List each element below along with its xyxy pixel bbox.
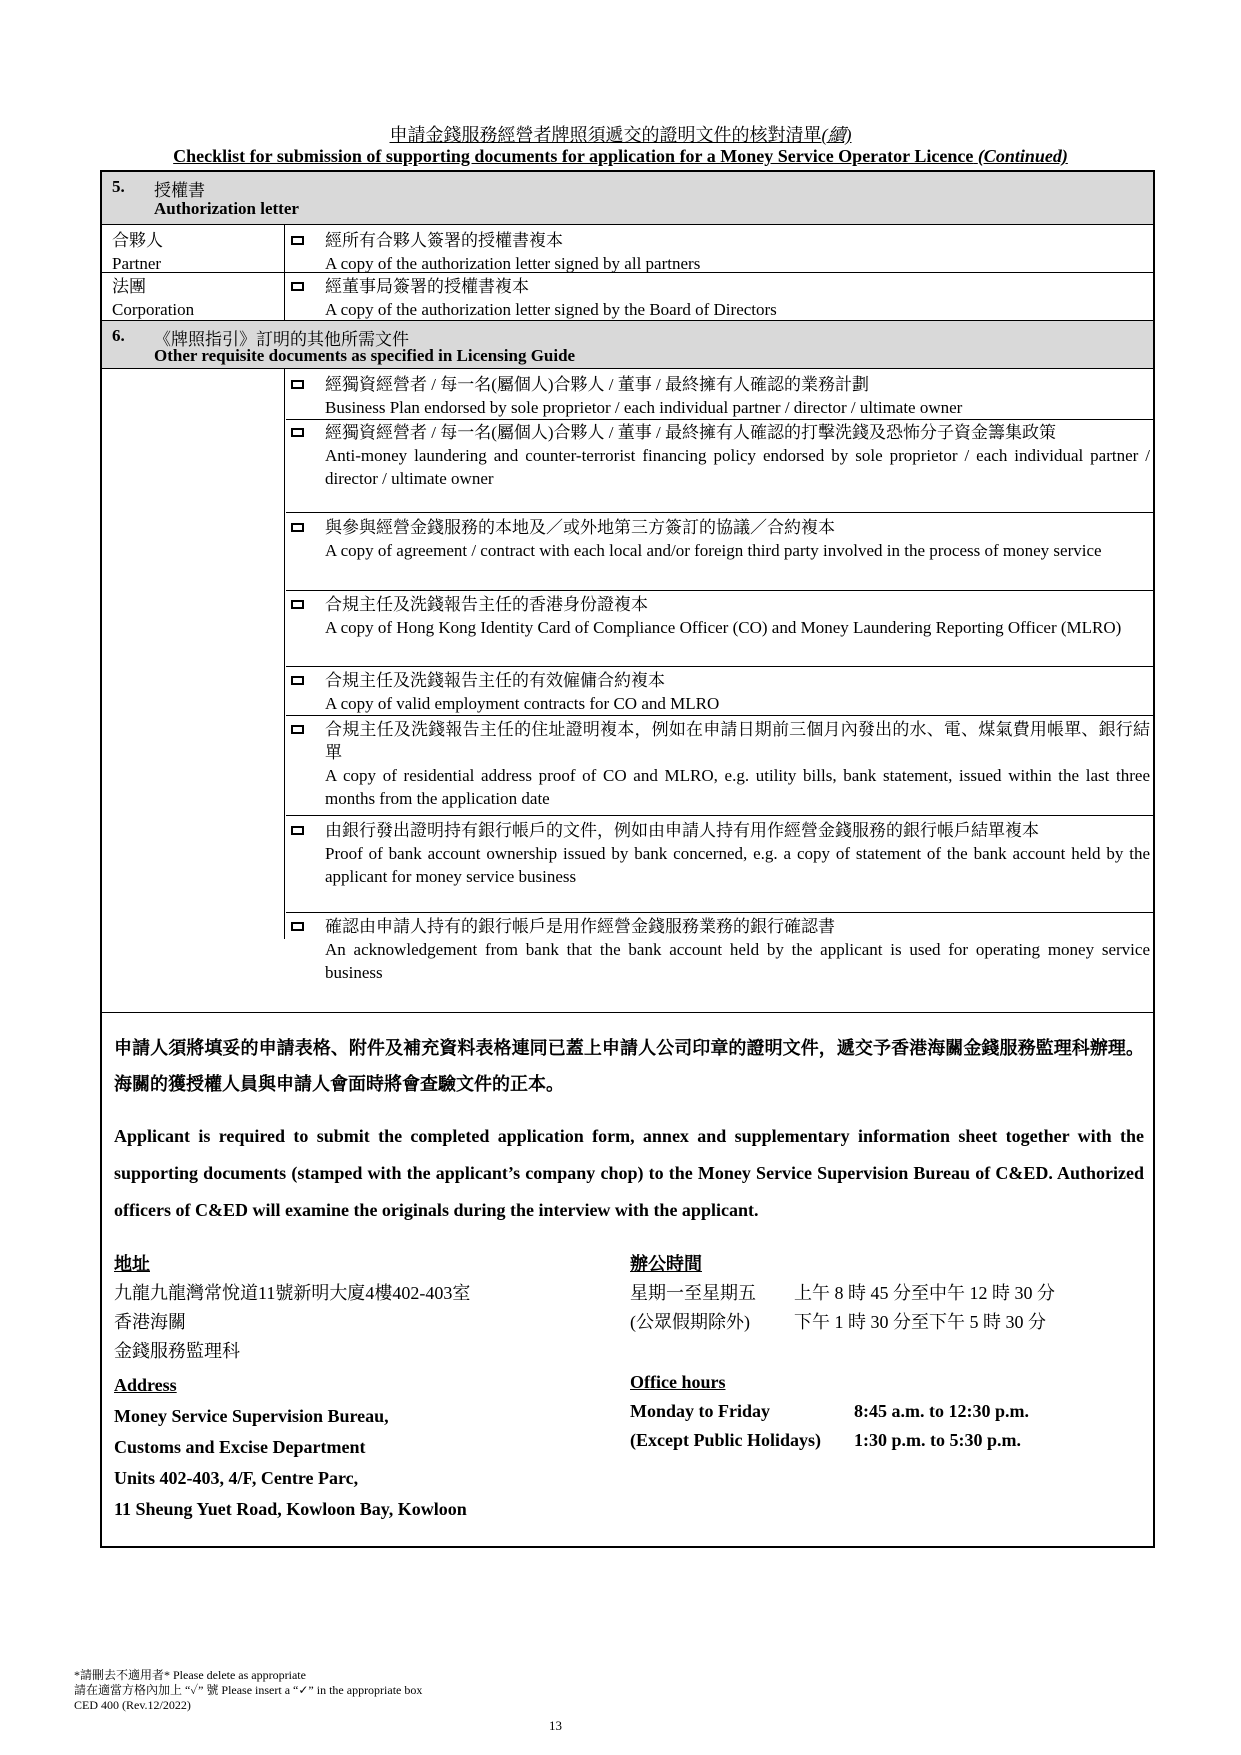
office-hours-time: 下午 1 時 30 分至下午 5 時 30 分: [794, 1312, 1046, 1332]
form-code: CED 400 (Rev.12/2022): [74, 1698, 191, 1712]
address-zh-line: 香港海關: [114, 1312, 186, 1332]
checkbox[interactable]: [291, 523, 304, 532]
address-en-line: Units 402-403, 4/F, Centre Parc,: [114, 1468, 359, 1488]
row-divider: [286, 666, 1153, 667]
address-en-block: [114, 1370, 467, 1525]
office-hours-en-block: [630, 1368, 1130, 1455]
item-text-zh: 經獨資經營者 / 每一名(屬個人)合夥人 / 董事 / 最終擁有人確認的業務計劃: [325, 375, 869, 394]
section-5-header: [102, 172, 1153, 225]
item-text-en: A copy of Hong Kong Identity Card of Compliance Officer (CO) and Money Laundering Reporting Officer (MLRO): [325, 618, 1122, 637]
section-5-title-en: Authorization letter: [154, 199, 299, 218]
checklist-item: [288, 718, 1150, 810]
row-label-partner: [112, 229, 163, 275]
footer-notes: [74, 1668, 422, 1713]
checkbox[interactable]: [291, 676, 304, 685]
footer-delete-note: *請刪去不適用者* Please delete as appropriate: [74, 1668, 306, 1682]
item-text-en: Anti-money laundering and counter-terrorist financing policy endorsed by sole proprietor / each individual partner / director / ultimate owner: [325, 446, 1150, 488]
item-text-zh: 經所有合夥人簽署的授權書複本: [325, 231, 563, 250]
row-divider: [286, 715, 1153, 716]
item-text-en: Proof of bank account ownership issued by bank concerned, e.g. a copy of statement of the bank account held by the applicant for money service business: [325, 844, 1150, 886]
address-en-heading: Address: [114, 1375, 177, 1395]
checkbox[interactable]: [291, 725, 304, 734]
address-en-line: Money Service Supervision Bureau,: [114, 1406, 389, 1426]
section-6-title-zh: 《牌照指引》訂明的其他所需文件: [154, 330, 409, 349]
item-text-zh: 與參與經營金錢服務的本地及／或外地第三方簽訂的協議／合約複本: [325, 518, 835, 537]
item-text-en: Business Plan endorsed by sole proprietor / each individual partner / director / ultimate owner: [325, 398, 963, 417]
section-6-header: [102, 320, 1153, 369]
office-hours-row: [630, 1279, 1130, 1308]
row-label-en: Partner: [112, 254, 162, 273]
item-text-en: A copy of the authorization letter signed by all partners: [325, 254, 701, 273]
address-zh-heading: 地址: [114, 1254, 150, 1274]
address-en-line: Customs and Excise Department: [114, 1437, 366, 1457]
address-zh-line: 金錢服務監理科: [114, 1341, 240, 1361]
office-hours-row: [630, 1426, 1130, 1455]
submission-notice-en: Applicant is required to submit the completed application form, annex and supplementary information sheet together with the supporting documents (stamped with the applicant’s company chop) to the Money Service Supervision Bureau of C&ED. Authorized officers of C&ED will examine the originals during the interview with the applicant.: [114, 1126, 1144, 1220]
checkbox[interactable]: [291, 282, 304, 291]
address-en-line: 11 Sheung Yuet Road, Kowloon Bay, Kowloon: [114, 1499, 467, 1519]
checklist-table: [100, 170, 1155, 1548]
page-number: 13: [549, 1718, 562, 1733]
office-hours-en-heading: Office hours: [630, 1372, 726, 1392]
title-en-text: Checklist for submission of supporting documents for application for a Money Service Operator Licence: [173, 146, 974, 166]
checklist-item: [288, 275, 1150, 321]
checklist-item: [288, 516, 1150, 562]
row-label-corporation: [112, 275, 194, 321]
checklist-item: [288, 593, 1150, 639]
item-text-en: An acknowledgement from bank that the bank account held by the applicant is used for operating money service business: [325, 940, 1150, 982]
submission-notice-zh: 申請人須將填妥的申請表格、附件及補充資料表格連同已蓋上申請人公司印章的證明文件，遞交予香港海關金錢服務監理科辦理。海關的獲授權人員與申請人會面時將會查驗文件的正本。: [114, 1038, 1144, 1094]
page-title-zh: [0, 121, 1241, 147]
title-zh-text: 申請金錢服務經營者牌照須遞交的證明文件的核對清單: [389, 125, 822, 145]
item-text-en: A copy of agreement / contract with each local and/or foreign third party involved in the process of money service: [325, 541, 1102, 560]
row-divider: [286, 815, 1153, 816]
row-label-zh: 法團: [112, 277, 146, 296]
checkbox[interactable]: [291, 428, 304, 437]
checklist-item: [288, 669, 1150, 715]
section-6-title-en: Other requisite documents as specified in Licensing Guide: [154, 346, 576, 365]
item-text-zh: 確認由申請人持有的銀行帳戶是用作經營金錢服務業務的銀行確認書: [325, 917, 835, 936]
checkbox[interactable]: [291, 826, 304, 835]
office-hours-day: 星期一至星期五: [630, 1283, 756, 1303]
item-text-en: A copy of residential address proof of CO and MLRO, e.g. utility bills, bank statement, issued within the last three months from the application date: [325, 766, 1150, 808]
item-text-zh: 合規主任及洗錢報告主任的香港身份證複本: [325, 595, 648, 614]
office-hours-row: [630, 1308, 1130, 1337]
title-en-continued: (Continued): [977, 146, 1068, 166]
checklist-item: [288, 819, 1150, 888]
row-divider: [286, 912, 1153, 913]
address-zh-block: [114, 1250, 470, 1366]
office-hours-time: 上午 8 時 45 分至中午 12 時 30 分: [794, 1283, 1055, 1303]
item-text-zh: 經獨資經營者 / 每一名(屬個人)合夥人 / 董事 / 最終擁有人確認的打擊洗錢及恐怖分子資金籌集政策: [325, 423, 1056, 442]
item-text-zh: 合規主任及洗錢報告主任的有效僱傭合約複本: [325, 671, 665, 690]
row-divider: [286, 419, 1153, 420]
address-zh-line: 九龍九龍灣常悅道11號新明大廈4樓402-403室: [114, 1283, 471, 1303]
office-hours-day: (Except Public Holidays): [630, 1430, 822, 1450]
office-hours-time: 8:45 a.m. to 12:30 p.m.: [854, 1401, 1029, 1421]
item-text-en: A copy of valid employment contracts for CO and MLRO: [325, 694, 720, 713]
section-6-number: 6.: [112, 326, 125, 345]
office-hours-day: Monday to Friday: [630, 1401, 771, 1421]
footer-tick-note: 請在適當方格內加上 “✓” 號 Please insert a “✓” in the appropriate box: [74, 1683, 423, 1697]
office-hours-day: (公眾假期除外): [630, 1312, 750, 1332]
checklist-item: [288, 421, 1150, 490]
checklist-item: [288, 229, 1150, 275]
checklist-item: [288, 373, 1150, 419]
item-text-zh: 由銀行發出證明持有銀行帳戶的文件，例如由申請人持有用作經營金錢服務的銀行帳戶結單複本: [325, 821, 1039, 840]
row-divider: [286, 590, 1153, 591]
office-hours-time: 1:30 p.m. to 5:30 p.m.: [854, 1430, 1021, 1450]
checklist-item: [288, 915, 1150, 984]
checkbox[interactable]: [291, 600, 304, 609]
table-bottom-divider: [102, 1012, 1153, 1013]
item-text-zh: 經董事局簽署的授權書複本: [325, 277, 529, 296]
checkbox[interactable]: [291, 922, 304, 931]
checkbox[interactable]: [291, 236, 304, 245]
title-zh-continued: (續): [821, 125, 852, 145]
row-label-en: Corporation: [112, 300, 195, 319]
item-text-zh: 合規主任及洗錢報告主任的住址證明複本，例如在申請日期前三個月內發出的水、電、煤氣費用帳單、銀行結單: [325, 720, 1150, 762]
page-title-en: [0, 146, 1241, 167]
section-5-number: 5.: [112, 177, 125, 196]
column-divider: [284, 369, 285, 939]
section-5-title-zh: 授權書: [154, 181, 205, 200]
office-hours-row: [630, 1397, 1130, 1426]
row-divider: [286, 512, 1153, 513]
item-text-en: A copy of the authorization letter signed by the Board of Directors: [325, 300, 777, 319]
office-hours-zh-block: [630, 1250, 1130, 1337]
checkbox[interactable]: [291, 380, 304, 389]
office-hours-zh-heading: 辦公時間: [630, 1254, 702, 1274]
row-label-zh: 合夥人: [112, 231, 163, 250]
